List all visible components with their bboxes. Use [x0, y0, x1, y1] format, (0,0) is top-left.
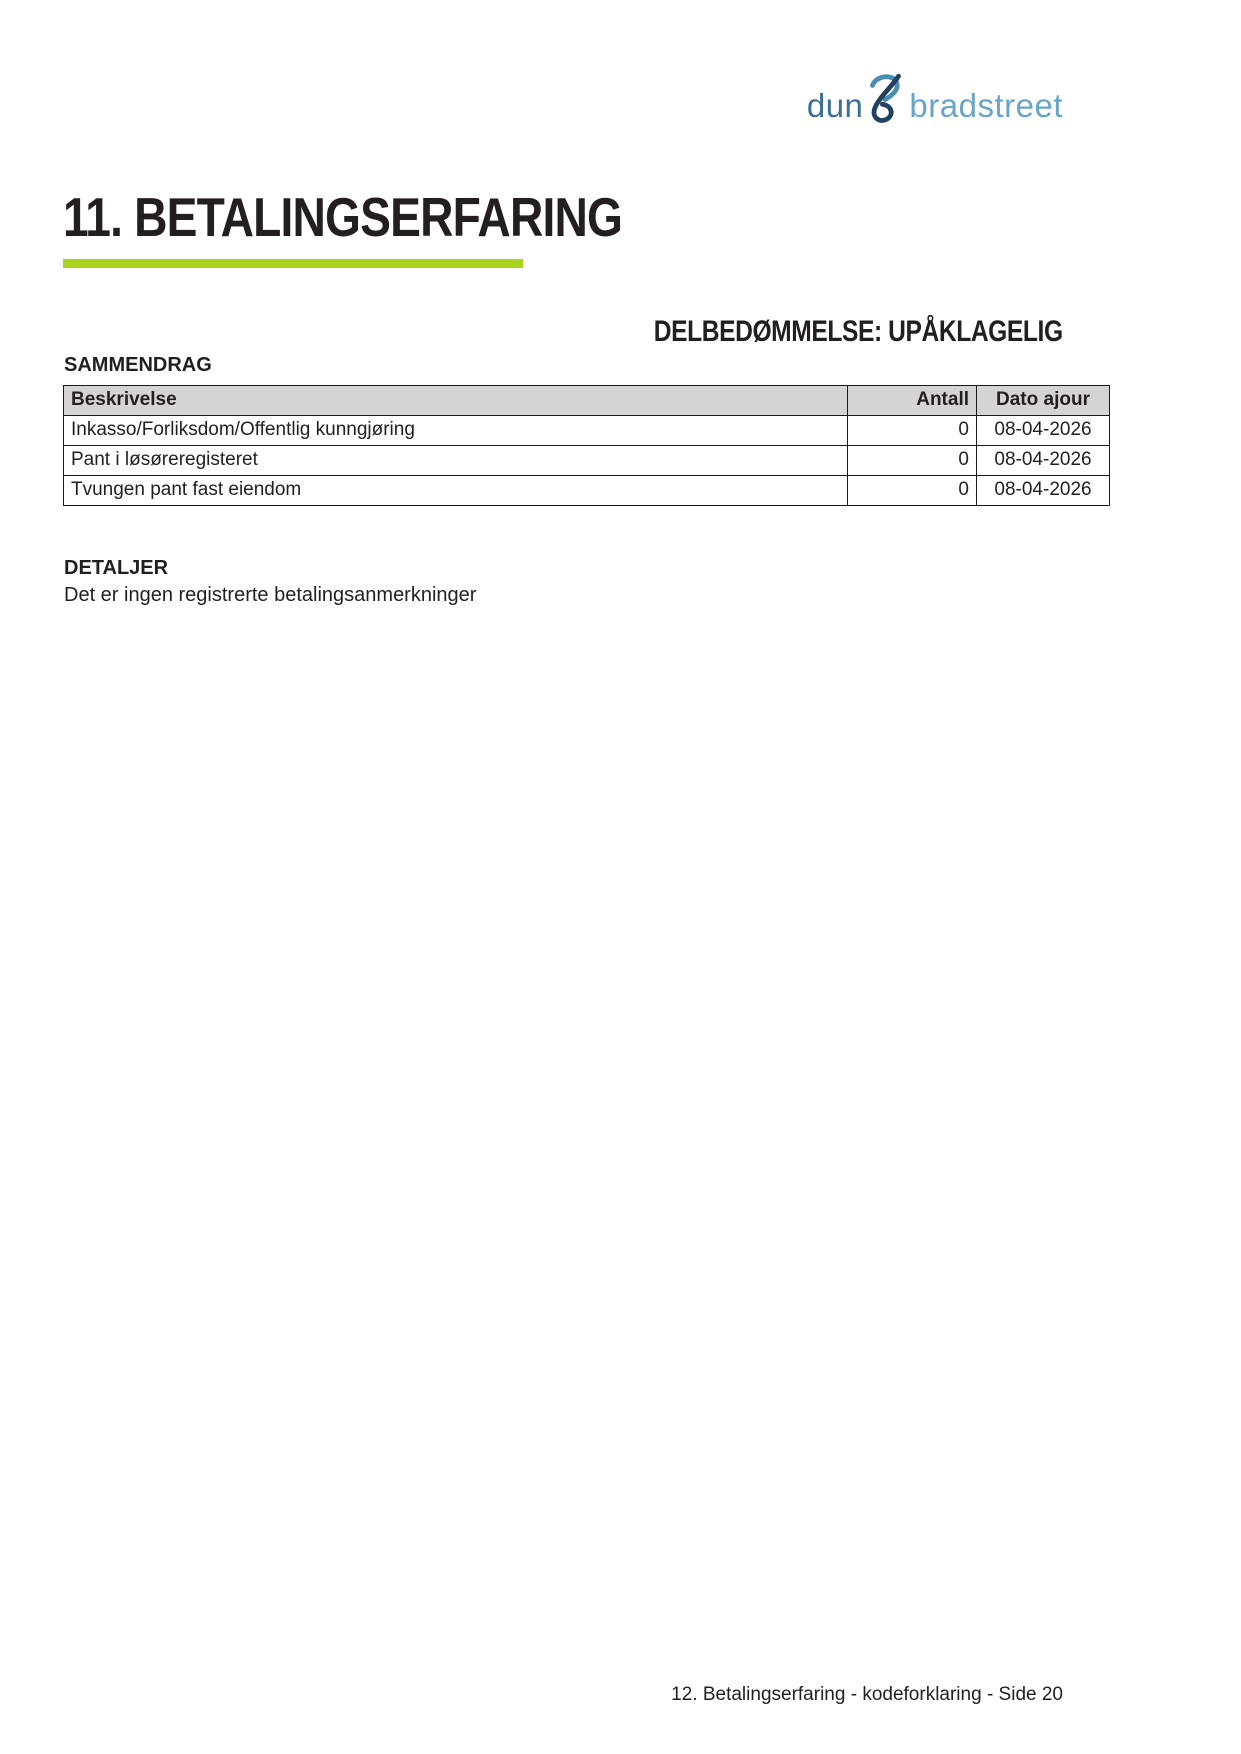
summary-table	[63, 385, 1110, 506]
cell-description: Pant i løsøreregisteret	[64, 445, 848, 475]
logo-text-bradstreet: bradstreet	[909, 87, 1063, 124]
table-row	[64, 475, 1110, 505]
table-row	[64, 415, 1110, 445]
summary-heading: SAMMENDRAG	[64, 354, 212, 376]
logo-text-dun: dun	[806, 87, 864, 124]
cell-date: 08-04-2026	[977, 415, 1110, 445]
page-footer: 12. Betalingserfaring - kodeforklaring - Side 20	[671, 1684, 1063, 1705]
details-text: Det er ingen registrerte betalingsanmerkninger	[64, 584, 477, 606]
cell-count: 0	[848, 445, 977, 475]
page-title: 11. BETALINGSERFARING	[63, 186, 623, 248]
table-row	[64, 445, 1110, 475]
cell-count: 0	[848, 475, 977, 505]
col-header-antall: Antall	[848, 386, 977, 416]
col-header-dato-ajour: Dato ajour	[977, 386, 1110, 416]
ampersand-logo-icon	[865, 72, 907, 124]
dnb-logo	[807, 72, 1063, 124]
cell-description: Inkasso/Forliksdom/Offentlig kunngjøring	[64, 415, 848, 445]
details-heading: DETALJER	[64, 557, 169, 579]
cell-date: 08-04-2026	[977, 445, 1110, 475]
cell-description: Tvungen pant fast eiendom	[64, 475, 848, 505]
col-header-beskrivelse: Beskrivelse	[64, 386, 848, 416]
cell-count: 0	[848, 415, 977, 445]
table-header-row	[64, 386, 1110, 416]
title-underline	[63, 259, 523, 268]
assessment-heading: DELBEDØMMELSE: UPÅKLAGELIG	[654, 315, 1063, 348]
cell-date: 08-04-2026	[977, 475, 1110, 505]
